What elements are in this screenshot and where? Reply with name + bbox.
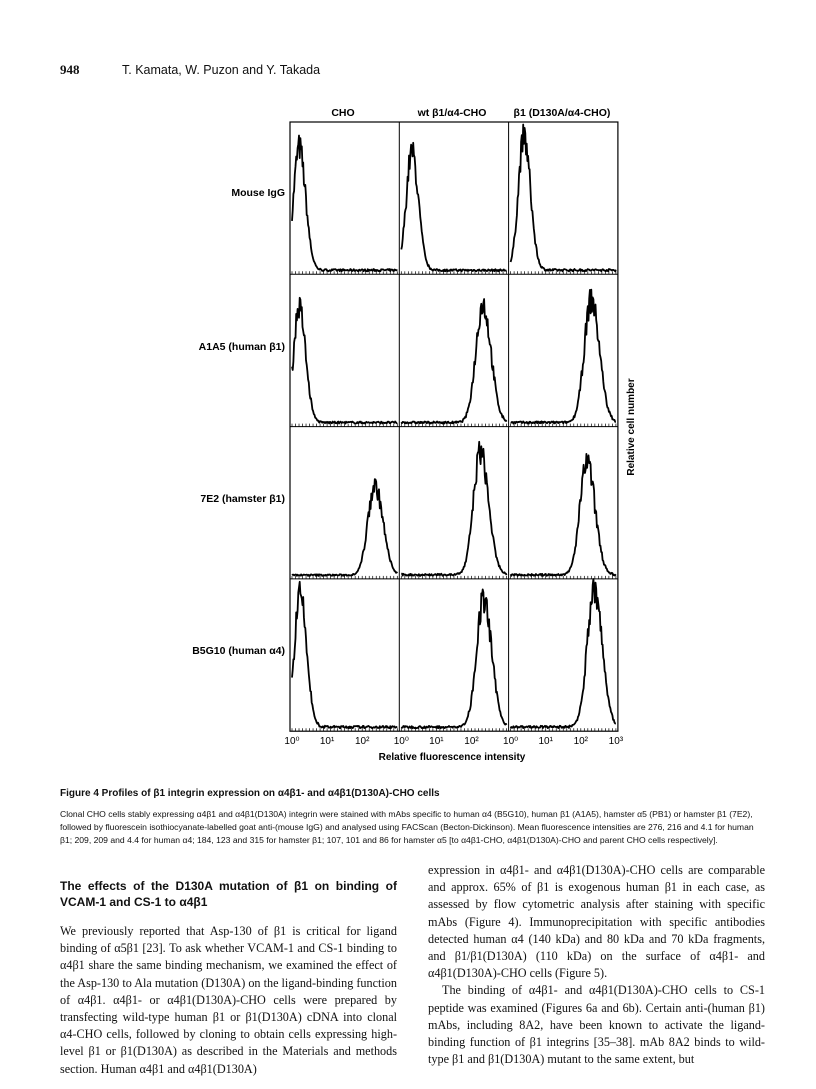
histogram-curve — [511, 579, 616, 728]
x-tick-label: 10¹ — [538, 736, 553, 747]
histogram-curve — [401, 143, 506, 271]
paragraph: expression in α4β1- and α4β1(D130A)-CHO cells are comparable and approx. 65% of β1 is exogenous human β1 in each case, as assessed by flow cytometric analysis after staining with specific mAbs (Figure 4). Immunoprecipitation with specific antibodies detected human α4 (140 kDa) and 80 kDa and 70 kDa fragments, and β1/β1(D130A) (110 kDa) on the surface of α4β1- and α4β1(D130A)-CHO cells (Figure 5). — [428, 863, 765, 981]
figure-caption-body: Clonal CHO cells stably expressing α4β1 and α4β1(D130A) integrin were stained with mAbs specific to human α4 (B5G10), human β1 (A1A5), hamster α5 (PB1) or hamster β1 (7E2), followed by fluorescein isothiocyanate-labelled goat anti-(mouse IgG) and analysed using FACScan (Becton-Dickinson). Mean fluorescence intensities are 276, 216 and 4.1 for human β1; 209, 209 and 4.4 for human α4; 184, 123 and 315 for hamster β1; 107, 101 and 86 for hamster α5 [to α4β1-CHO, α4β1(D130A)-CHO and parent CHO cells respectively]. — [60, 809, 754, 845]
column-label: CHO — [331, 107, 355, 119]
row-label: Mouse IgG — [231, 187, 285, 199]
left-text-column — [60, 878, 397, 1078]
x-tick-label: 10⁰ — [503, 736, 519, 747]
histogram-curve — [401, 299, 506, 424]
column-label: β1 (D130A/α4-CHO) — [513, 107, 611, 119]
histogram-curve — [292, 479, 397, 576]
author-line: T. Kamata, W. Puzon and Y. Takada — [122, 63, 321, 77]
row-label: 7E2 (hamster β1) — [200, 493, 285, 505]
section-title: The effects of the D130A mutation of β1 on binding of VCAM-1 and CS-1 to α4β1 — [60, 879, 397, 909]
x-tick-labels — [284, 736, 623, 747]
paragraph: We previously reported that Asp-130 of β1 is critical for ligand binding of α5β1 [23]. To ask whether VCAM-1 and CS-1 binding to α4β1 share the same binding mechanism, we examined the effect of the Asp-130 to Ala mutation (D130A) on the ligand-binding function of α4β1. α4β1- or α4β1(D130A)-CHO cells were prepared by transfecting wild-type human β1 or β1(D130A) cDNA into clonal α4-CHO cells, followed by cloning to obtain cells expressing high-level β1 or β1(D130A) as described in the Materials and methods section. Human α4β1 and α4β1(D130A) — [60, 924, 397, 1076]
x-tick-label: 10² — [354, 736, 370, 747]
column-label: wt β1/α4-CHO — [417, 107, 487, 119]
histogram-grid — [290, 122, 618, 731]
paragraph: The binding of α4β1- and α4β1(D130A)-CHO cells to CS-1 peptide was examined (Figures 6a and 6b). Certain anti-(human β1) mAbs, including 8A2, have been known to activate the ligand-binding function of β1 integrins [35–38]. mAb 8A2 binds to wild-type β1 and β1(D130A) mutant to the same extent, but — [428, 983, 765, 1067]
x-tick-label: 10⁰ — [393, 736, 409, 747]
x-tick-label: 10² — [464, 736, 479, 747]
x-tick-label: 10⁰ — [284, 736, 300, 747]
x-tick-label: 10¹ — [429, 736, 444, 747]
x-axis-label: Relative fluorescence intensity — [378, 752, 526, 763]
row-labels — [192, 187, 285, 657]
y-axis-label: Relative cell number — [626, 378, 637, 476]
right-text-column — [428, 862, 765, 1068]
histogram-curve — [292, 136, 397, 272]
histogram-curve — [511, 454, 616, 576]
page-number: 948 — [60, 62, 80, 77]
row-label: A1A5 (human β1) — [198, 341, 285, 353]
histogram-curve — [401, 589, 506, 728]
x-tick-label: 10³ — [608, 736, 624, 747]
histogram-curve — [292, 298, 397, 424]
figure-caption-title: Figure 4 Profiles of β1 integrin expression on α4β1- and α4β1(D130A)-CHO cells — [60, 788, 440, 799]
x-tick-label: 10² — [573, 736, 589, 747]
histogram-curve — [292, 582, 397, 728]
row-label: B5G10 (human α4) — [192, 645, 285, 657]
histogram-curve — [401, 442, 506, 576]
x-tick-label: 10¹ — [319, 736, 335, 747]
column-labels — [331, 107, 610, 119]
histogram-curve — [511, 290, 616, 424]
histogram-curve — [511, 125, 616, 272]
